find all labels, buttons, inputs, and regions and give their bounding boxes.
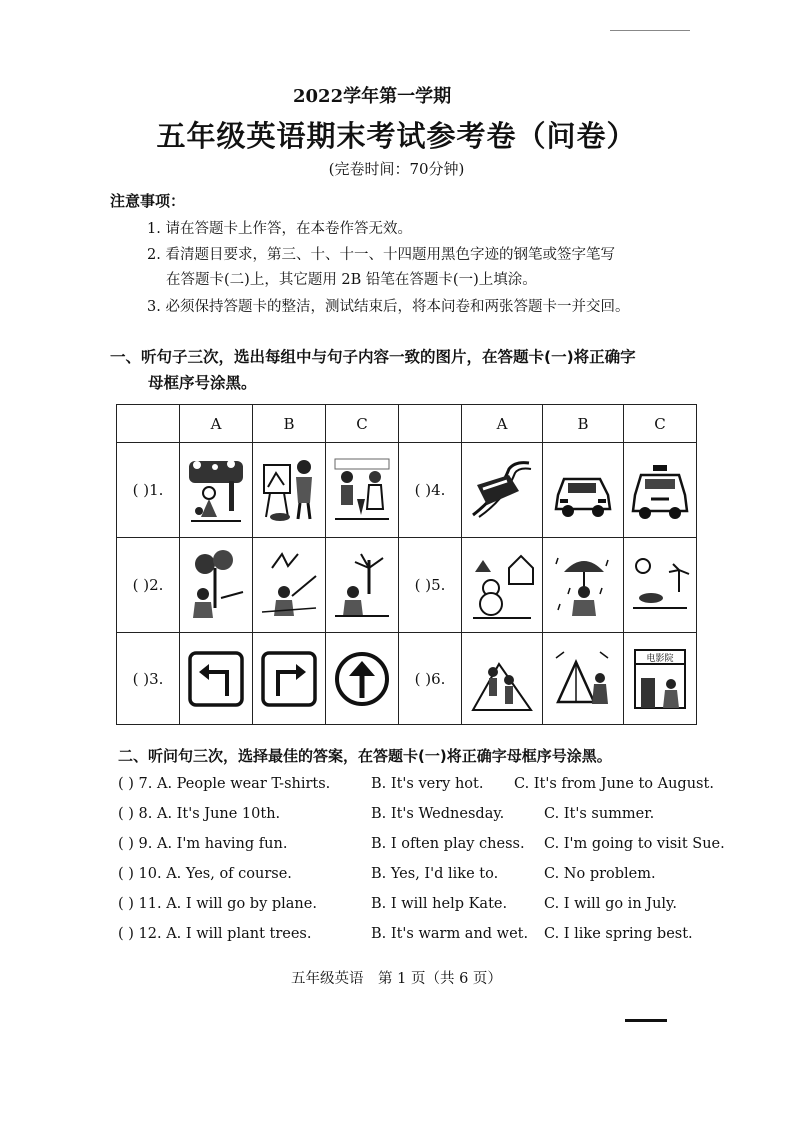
q8-option-c: C. It's summer. [544,806,655,822]
row-label-3: ( )3. [117,633,180,725]
camping-tent-picture [550,644,616,714]
q5-option-b [543,538,624,633]
notice-heading: 注意事项： [110,192,186,210]
q8-stem: ( ) 8. A. It's June 10th. [118,806,281,822]
notice-item-2-cont: 在答题卡(二)上，其它题用 2B 铅笔在答题卡(一)上填涂。 [166,272,537,288]
notice-item-3: 3. 必须保持答题卡的整洁，测试结束后，将本问卷和两张答题卡一并交回。 [147,299,630,315]
person-painting-tree-picture [185,455,247,525]
person-planting-picture [331,548,393,622]
col-header-a: A [462,405,543,443]
q6-option-a [462,633,543,725]
q2-option-b [253,538,326,633]
cinema-building-picture [629,644,691,714]
q11-stem: ( ) 11. A. I will go by plane. [118,896,317,912]
empty-header [117,405,180,443]
notice-item-2: 2. 看清题目要求，第三、十、十一、十四题用黑色字迹的钢笔或签字笔写 [147,247,615,263]
turn-right-arrow-icon [260,650,318,708]
section2-heading: 二、听问句三次，选择最佳的答案，在答题卡(一)将正确字母框序号涂黑。 [118,747,612,765]
col-header-a: A [180,405,253,443]
q2-option-c [326,538,399,633]
q6-option-c [624,633,697,725]
row-label-6: ( )6. [399,633,462,725]
q1-option-a [180,443,253,538]
q12-option-c: C. I like spring best. [544,926,693,942]
col-header-c: C [326,405,399,443]
q6-option-b [543,633,624,725]
q5-option-c [624,538,697,633]
q9-stem: ( ) 9. A. I'm having fun. [118,836,288,852]
q5-option-a [462,538,543,633]
section1-heading-cont: 母框序号涂黑。 [148,374,257,392]
empty-header [399,405,462,443]
person-at-easel-picture [258,455,320,525]
row-label-4: ( )4. [399,443,462,538]
col-header-b: B [253,405,326,443]
q1-option-c [326,443,399,538]
q10-option-b: B. Yes, I'd like to. [371,866,499,882]
col-header-b: B [543,405,624,443]
exam-time: (完卷时间：70分钟) [328,160,465,178]
row-label-2: ( )2. [117,538,180,633]
train-picture [469,455,535,525]
picture-table [116,404,697,725]
q1-option-b [253,443,326,538]
q11-option-c: C. I will go in July. [544,896,677,912]
beach-sun-picture [629,548,691,622]
q7-stem: ( ) 7. A. People wear T-shirts. [118,776,331,792]
page-title: 五年级英语期末考试参考卷（问卷） [156,119,637,153]
hiking-people-picture [469,644,535,714]
rainy-umbrella-picture [550,548,616,622]
col-header-c: C [624,405,697,443]
q4-option-b [543,443,624,538]
row-label-1: ( )1. [117,443,180,538]
q9-option-c: C. I'm going to visit Sue. [544,836,725,852]
q3-option-b [253,633,326,725]
snowman-house-picture [469,548,535,622]
people-with-watering-picture [331,455,393,525]
notice-item-1: 1. 请在答题卡上作答，在本卷作答无效。 [147,221,412,237]
q4-option-a [462,443,543,538]
person-under-tree-picture [185,548,247,622]
q7-option-b: B. It's very hot. [371,776,484,792]
q8-option-b: B. It's Wednesday. [371,806,505,822]
person-fishing-picture [258,548,320,622]
turn-left-arrow-icon [187,650,245,708]
row-label-5: ( )5. [399,538,462,633]
cinema-sign-text: 电影院 [646,653,674,664]
q7-option-c: C. It's from June to August. [514,776,714,792]
section1-heading: 一、听句子三次，选出每组中与句子内容一致的图片，在答题卡(一)将正确字 [110,348,636,366]
page-footer: 五年级英语 第 1 页（共 6 页） [291,971,502,987]
q2-option-a [180,538,253,633]
year-line: 2022学年第一学期 [293,86,452,107]
q10-option-c: C. No problem. [544,866,656,882]
car-picture [550,455,616,525]
q3-option-a [180,633,253,725]
q3-option-c [326,633,399,725]
top-scan-line [610,30,690,31]
q10-stem: ( ) 10. A. Yes, of course. [118,866,292,882]
taxi-picture [629,455,691,525]
go-straight-arrow-icon [333,650,391,708]
q12-option-b: B. It's warm and wet. [371,926,529,942]
q9-option-b: B. I often play chess. [371,836,525,852]
q4-option-c [624,443,697,538]
q12-stem: ( ) 12. A. I will plant trees. [118,926,312,942]
q11-option-b: B. I will help Kate. [371,896,508,912]
bottom-rule [625,1019,667,1022]
